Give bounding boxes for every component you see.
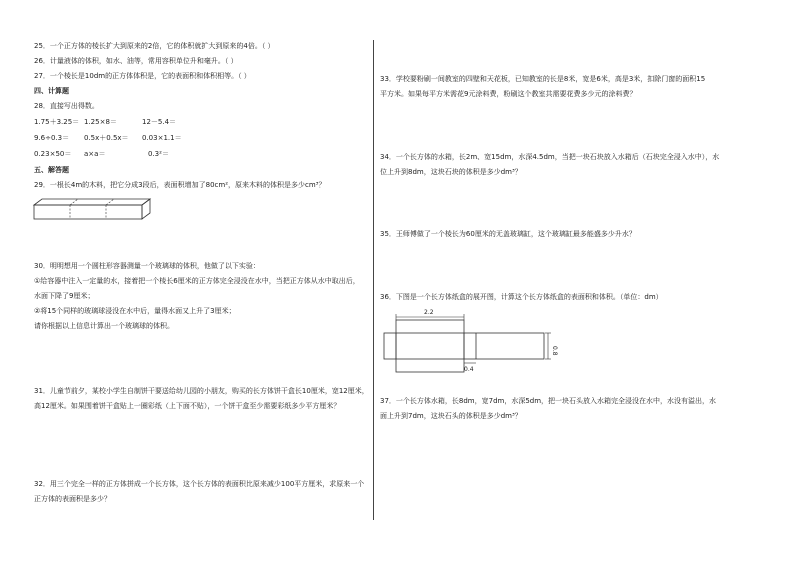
- fig-label-bottom: 0.4: [464, 366, 474, 373]
- question-30-line3: 水面下降了9厘米；: [34, 292, 95, 300]
- section-heading-solve: 五、解答题: [34, 166, 69, 174]
- question-33-line2: 平方米。如果每平方米需花9元涂料费，粉刷这个教室共需要花费多少元的涂料费？: [380, 90, 637, 98]
- calc-item: 0.23×50＝: [34, 150, 72, 158]
- question-37-line1: 37．一个长方体水箱，长8dm，宽7dm，水深5dm，把一块石头放入水箱完全浸没在水中，水没有溢出，水: [380, 397, 717, 405]
- question-32-line2: 正方体的表面积是多少？: [34, 495, 111, 503]
- question-31-line1: 31．儿童节前夕，某校小学生自制饼干要送给幼儿园的小朋友，购买的长方体饼干盒长10厘米，宽12厘米，: [34, 387, 369, 395]
- question-34-line2: 位上升到8dm，这块石块的体积是多少dm³？: [380, 168, 522, 176]
- question-30-line5: 请你根据以上信息计算出一个玻璃球的体积。: [34, 322, 174, 330]
- calc-item: a×a＝: [84, 150, 106, 158]
- question-35: 35．王师傅做了一个棱长为60厘米的无盖玻璃缸，这个玻璃缸最多能盛多少升水？: [380, 230, 636, 238]
- calc-item: 12－5.4＝: [142, 118, 177, 126]
- question-34-line1: 34．一个长方体的水箱，长2m、宽15dm，水深4.5dm，当把一块石块放入水箱后（石块完全浸入水中），水: [380, 153, 720, 161]
- calc-item: 1.25×8＝: [84, 118, 117, 126]
- fig-label-right: 0.8: [551, 346, 558, 356]
- question-28: 28．直接写出得数。: [34, 102, 99, 110]
- box-net-figure: [378, 305, 568, 375]
- question-26: 26．计量液体的体积，如水、油等，常用容积单位升和毫升。（ ）: [34, 57, 238, 65]
- fig-label-top: 2.2: [424, 309, 434, 316]
- question-29: 29．一根长4m的木料，把它分成3段后，表面积增加了80cm²，原来木料的体积是多少cm³？: [34, 181, 326, 189]
- calc-item: 9.6÷0.3＝: [34, 134, 70, 142]
- calc-item: 0.03×1.1＝: [142, 134, 182, 142]
- section-heading-calc: 四、计算题: [34, 87, 69, 95]
- question-31-line2: 高12厘米。如果围着饼干盒贴上一圈彩纸（上下面不贴），一个饼干盒至少需要彩纸多少平方厘米？: [34, 402, 341, 410]
- question-30-line1: 30．明明想用一个圆柱形容器测量一个玻璃球的体积，他做了以下实验：: [34, 262, 260, 270]
- wood-log-figure: [32, 195, 162, 225]
- question-32-line1: 32．用三个完全一样的正方体拼成一个长方体，这个长方体的表面积比原来减少100平方厘米，求原来一个: [34, 480, 365, 488]
- question-30-line4: ②将15个同样的玻璃球浸没在水中后，量得水面又上升了3厘米；: [34, 307, 236, 315]
- question-36: 36．下图是一个长方体纸盒的展开图，计算这个长方体纸盒的表面积和体积。（单位：dm）: [380, 293, 663, 301]
- question-33-line1: 33．学校要粉刷一间教室的四壁和天花板，已知教室的长是8米，宽是6米，高是3米，扣除门窗的面积15: [380, 75, 706, 83]
- question-25: 25．一个正方体的棱长扩大到原来的2倍，它的体积就扩大到原来的4倍。（ ）: [34, 42, 275, 50]
- question-30-line2: ①给容器中注入一定量的水，接着把一个棱长6厘米的正方体完全浸没在水中，当把正方体从水中取出后，: [34, 277, 360, 285]
- question-27: 27．一个棱长是10dm的正方体体积是，它的表面积和体积相等。（ ）: [34, 72, 251, 80]
- question-37-line2: 面上升到7dm，这块石头的体积是多少dm³？: [380, 412, 522, 420]
- calc-item: 0.5x＋0.5x＝: [84, 134, 129, 142]
- calc-item: 0.3²＝: [148, 150, 169, 158]
- column-divider: [373, 40, 374, 520]
- calc-item: 1.75＋3.25＝: [34, 118, 80, 126]
